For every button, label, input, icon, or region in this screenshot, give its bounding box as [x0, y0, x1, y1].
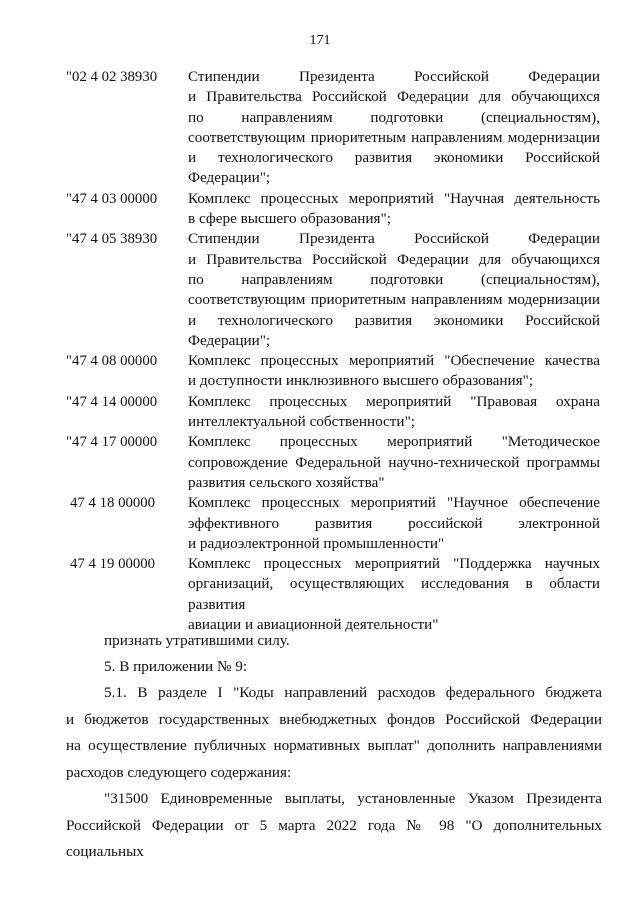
- code-entry: [66, 229, 600, 351]
- code-entry: [66, 351, 600, 392]
- page-number: 171: [309, 33, 331, 48]
- quote-paragraph: "31500 Единовременные выплаты, установленные Указом Президента Российской Федерации от 5 марта 2022 года № 98 "О дополнительных социальных: [66, 790, 602, 860]
- item-5-1-paragraph: 5.1. В разделе I "Коды направлений расходов федерального бюджета и бюджетов государственных внебюджетных фондов Российской Федерации на осуществление публичных нормативных выплат" дополнить направлениями расходов следующего содержания:: [66, 684, 602, 781]
- revoke-paragraph: признать утратившими силу.: [104, 632, 290, 649]
- code-entry: [66, 493, 600, 554]
- budget-code-list: [66, 67, 600, 635]
- item-5-heading: 5. В приложении № 9:: [104, 658, 248, 675]
- code-description: Комплекс процессных мероприятий "Методическое сопровождение Федеральной научно-технической программы развития сельского хозяйства": [188, 433, 600, 491]
- code-entry: [66, 554, 600, 635]
- code-entry: [66, 432, 600, 493]
- code-entry: [66, 67, 600, 189]
- code-number: "47 4 05 38930: [66, 231, 158, 248]
- code-description: Комплекс процессных мероприятий "Обеспечение качества и доступности инклюзивного высшего образования";: [188, 352, 600, 390]
- code-entry: [66, 189, 600, 230]
- code-description: Стипендии Президента Российской Федерации и Правительства Российской Федерации для обучающихся по направлениям подготовки (специальностям), соответствующим приоритетным направлениям модернизации и технологического развития экономики Российской Федерации";: [188, 230, 600, 349]
- code-number: "47 4 17 00000: [66, 434, 158, 451]
- code-number: 47 4 18 00000: [70, 495, 156, 512]
- code-number: "02 4 02 38930: [66, 69, 158, 85]
- code-number: "47 4 14 00000: [66, 393, 158, 410]
- code-description: Комплекс процессных мероприятий "Научная деятельность в сфере высшего образования";: [188, 189, 600, 228]
- code-number: "47 4 08 00000: [66, 353, 158, 370]
- code-description: Стипендии Президента Российской Федерации и Правительства Российской Федерации для обучающихся по направлениям подготовки (специальностям), соответствующим приоритетным направлениям модернизации и технологического развития экономики Российской Федерации";: [188, 68, 600, 187]
- code-entry: [66, 392, 600, 433]
- code-number: 47 4 19 00000: [70, 556, 156, 573]
- code-number: "47 4 03 00000: [66, 190, 158, 207]
- code-description: Комплекс процессных мероприятий "Научное обеспечение эффективного развития российской электронной и радиоэлектронной промышленности": [188, 494, 600, 552]
- code-description: Комплекс процессных мероприятий "Поддержка научных организаций, осуществляющих исследования в области развития авиации и авиационной деятельности": [188, 555, 600, 634]
- code-description: Комплекс процессных мероприятий "Правовая охрана интеллектуальной собственности";: [188, 392, 600, 431]
